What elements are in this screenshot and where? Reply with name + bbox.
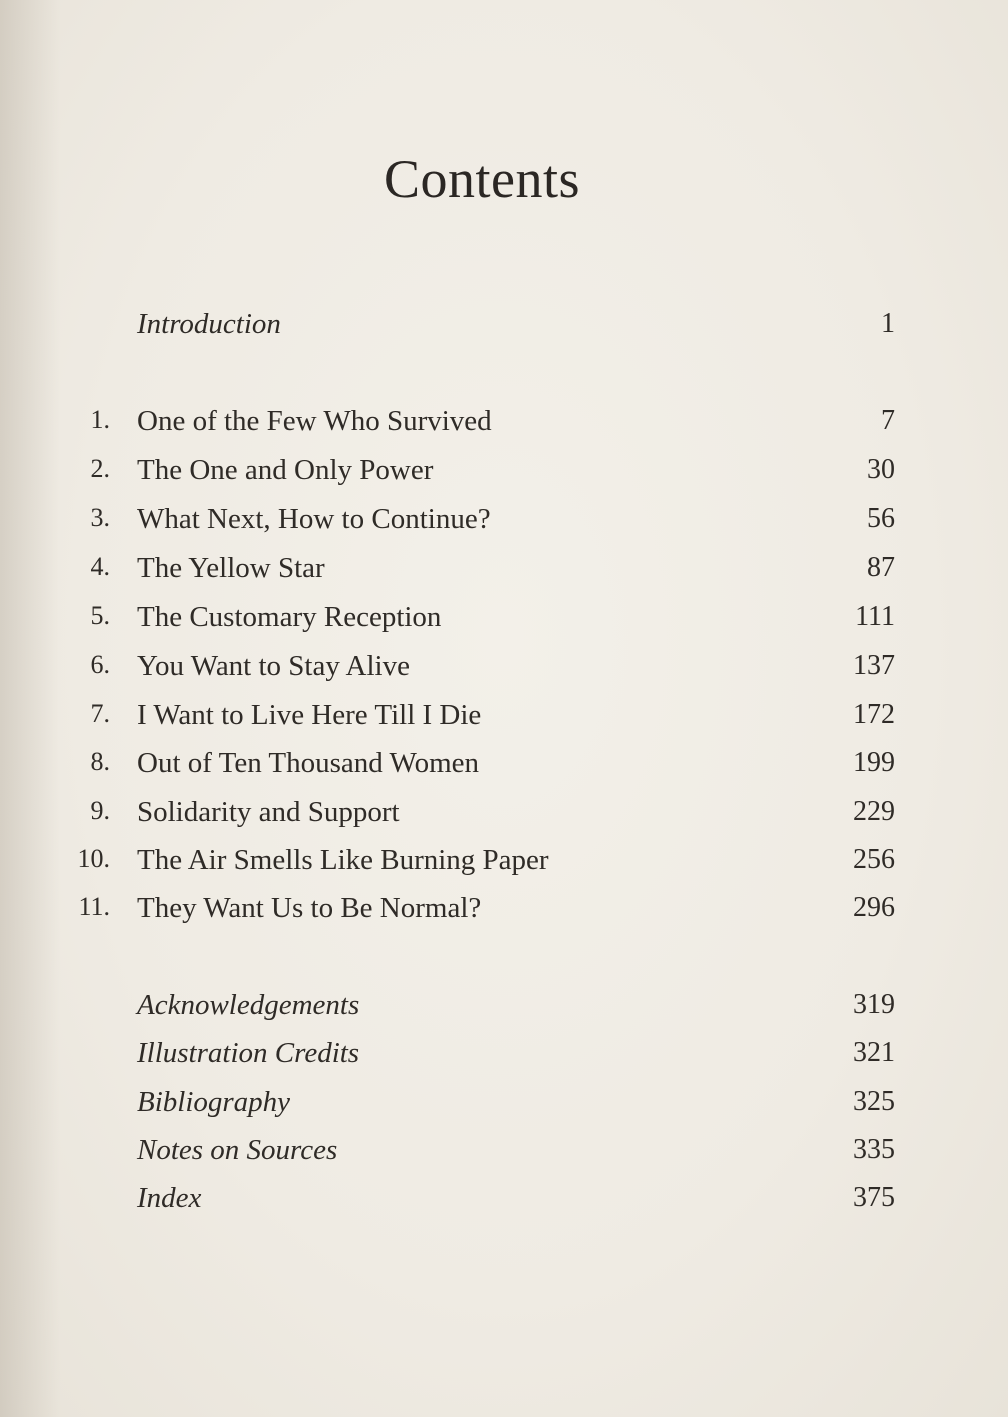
toc-chapter-number: 6. [90,650,110,679]
toc-entry-page: 375 [853,1182,895,1213]
toc-entry-page: 137 [853,650,895,681]
toc-entry-chapter [0,699,1008,739]
toc-entry-chapter [0,454,1008,494]
toc-entry-page: 87 [867,552,895,583]
toc-entry-page: 30 [867,454,895,485]
toc-entry-chapter [0,650,1008,690]
toc-entry-label: The Air Smells Like Burning Paper [137,844,549,876]
toc-chapter-number: 10. [77,844,110,873]
toc-entry-page: 1 [881,308,895,339]
toc-entry-label: Out of Ten Thousand Women [137,747,479,779]
toc-chapter-number: 7. [90,699,110,728]
toc-entry-page: 325 [853,1086,895,1117]
toc-entry-chapter [0,503,1008,543]
toc-entry-page: 7 [881,405,895,436]
toc-entry-back [0,989,1008,1029]
toc-entry-label: Introduction [137,308,281,340]
toc-entry-label: Illustration Credits [137,1037,360,1069]
toc-entry-page: 319 [853,989,895,1020]
toc-entry-label: Bibliography [137,1086,291,1118]
toc-entry-label: One of the Few Who Survived [137,405,492,437]
toc-entry-front [0,308,1008,348]
toc-entry-chapter [0,892,1008,932]
toc-entry-page: 296 [853,892,895,923]
toc-chapter-number: 11. [78,892,110,921]
toc-entry-page: 111 [855,601,895,632]
toc-entry-page: 229 [853,796,895,827]
toc-entry-label: Solidarity and Support [137,796,400,828]
toc-entry-chapter [0,796,1008,836]
toc-entry-label: Index [137,1182,202,1214]
toc-chapter-number: 4. [90,552,110,581]
toc-entry-label: Acknowledgements [137,989,360,1021]
toc-entry-chapter [0,747,1008,787]
toc-entry-page: 172 [853,699,895,730]
toc-entry-back [0,1086,1008,1126]
toc-chapter-number: 9. [90,796,110,825]
toc-entry-label: What Next, How to Continue? [137,503,491,535]
toc-entry-back [0,1134,1008,1174]
toc-chapter-number: 2. [90,454,110,483]
toc-entry-label: The Customary Reception [137,601,442,633]
toc-entry-label: They Want Us to Be Normal? [137,892,482,924]
toc-chapter-number: 8. [90,747,110,776]
page-title: Contents [383,149,580,209]
toc-entry-chapter [0,405,1008,445]
toc-chapter-number: 5. [90,601,110,630]
toc-entry-back [0,1182,1008,1222]
toc-entry-label: You Want to Stay Alive [137,650,410,682]
toc-entry-chapter [0,552,1008,592]
toc-entry-page: 256 [853,844,895,875]
toc-entry-page: 199 [853,747,895,778]
toc-entry-back [0,1037,1008,1077]
toc-chapter-number: 3. [90,503,110,532]
toc-entry-page: 321 [853,1037,895,1068]
toc-entry-label: I Want to Live Here Till I Die [137,699,482,731]
toc-entry-label: Notes on Sources [137,1134,338,1166]
toc-entry-page: 56 [867,503,895,534]
toc-entry-chapter [0,844,1008,884]
toc-entry-label: The One and Only Power [137,454,434,486]
toc-entry-label: The Yellow Star [137,552,325,584]
toc-chapter-number: 1. [90,405,110,434]
toc-entry-chapter [0,601,1008,641]
toc-entry-page: 335 [853,1134,895,1165]
